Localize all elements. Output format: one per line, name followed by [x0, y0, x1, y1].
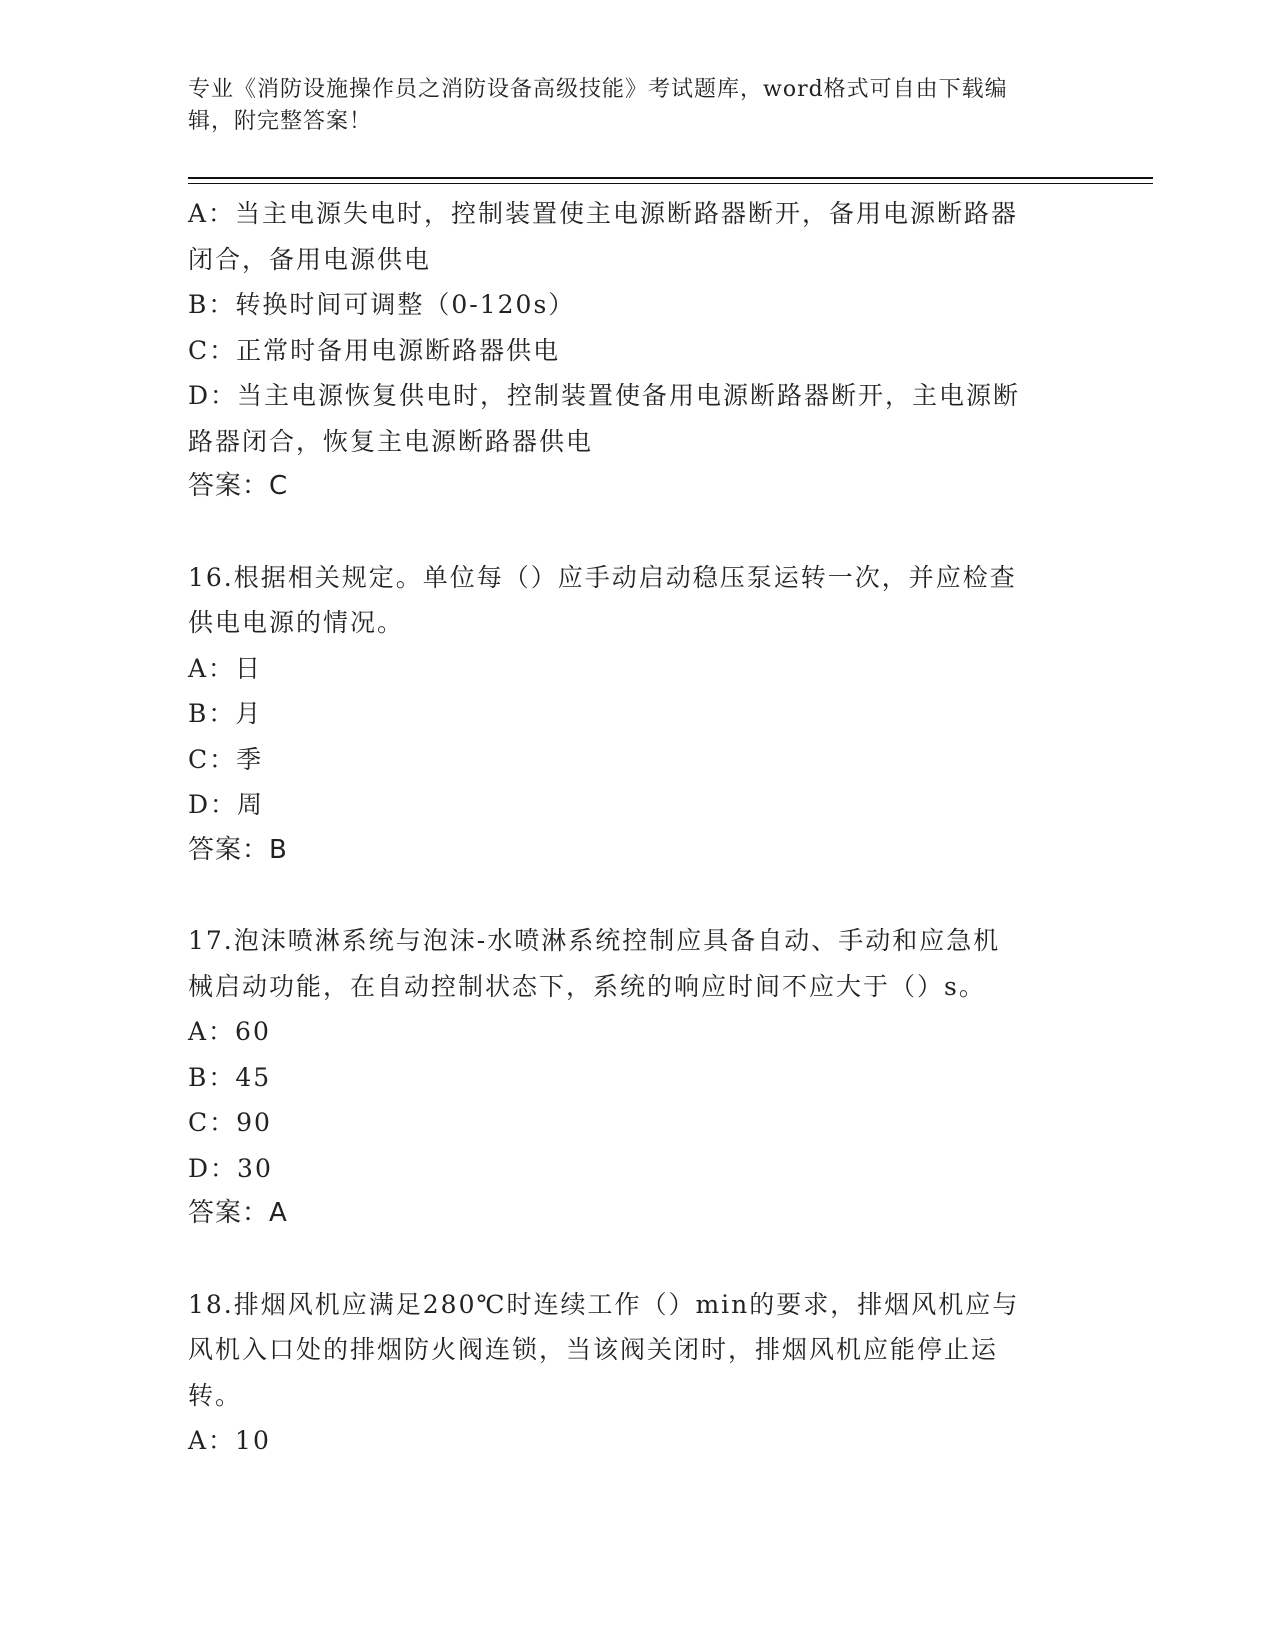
spacer: [188, 510, 1088, 555]
option-a: A：60: [188, 1017, 271, 1046]
question-16: [188, 555, 1088, 874]
answer-label: 答案：B: [188, 834, 288, 865]
question-18: [188, 1282, 1088, 1464]
option-c: C：90: [188, 1108, 272, 1137]
header-divider-thin: [188, 183, 1153, 184]
option-a: A：当主电源失电时，控制装置使主电源断路器断开，备用电源断路器: [188, 199, 1019, 228]
option-a: A：日: [188, 653, 263, 683]
option-d-continued: 路器闭合，恢复主电源断路器供电: [188, 426, 594, 456]
answer-label: 答案：C: [188, 471, 289, 501]
question-text-continued: 供电电源的情况。: [188, 608, 405, 637]
question-text: 17.泡沫喷淋系统与泡沫-水喷淋系统控制应具备自动、手动和应急机: [188, 926, 1001, 955]
option-a: A：10: [188, 1426, 271, 1455]
question-text: 16.根据相关规定。单位每（）应手动启动稳压泵运转一次，并应检查: [188, 562, 1017, 592]
document-header: [188, 74, 1088, 138]
question-text-continued: 转。: [188, 1380, 243, 1410]
option-b: B：月: [188, 699, 263, 728]
spacer: [188, 1237, 1088, 1282]
option-d: D：当主电源恢复供电时，控制装置使备用电源断路器断开，主电源断: [188, 381, 1021, 410]
option-c: C：季: [188, 744, 264, 774]
question-text-continued: 械启动功能，在自动控制状态下，系统的响应时间不应大于（）s。: [188, 971, 986, 1001]
question-text-continued: 风机入口处的排烟防火阀连锁，当该阀关闭时，排烟风机应能停止运: [188, 1335, 999, 1364]
question-list: [188, 191, 1088, 1464]
option-d: D：30: [188, 1153, 273, 1183]
header-line: 辑，附完整答案！: [188, 109, 373, 134]
header-line: 专业《消防设施操作员之消防设备高级技能》考试题库，word格式可自由下载编: [188, 77, 1008, 102]
option-a-continued: 闭合，备用电源供电: [188, 244, 432, 274]
option-b: B：45: [188, 1062, 272, 1092]
option-b: B：转换时间可调整（0-120s）: [188, 290, 576, 319]
header-divider-thick: [188, 177, 1153, 179]
answer-label: 答案：A: [188, 1198, 288, 1228]
option-d: D：周: [188, 790, 265, 819]
question-17: [188, 918, 1088, 1237]
question-text: 18.排烟风机应满足280℃时连续工作（）min的要求，排烟风机应与: [188, 1289, 1020, 1319]
question-15-options: [188, 191, 1088, 510]
option-c: C：正常时备用电源断路器供电: [188, 335, 561, 365]
spacer: [188, 873, 1088, 918]
